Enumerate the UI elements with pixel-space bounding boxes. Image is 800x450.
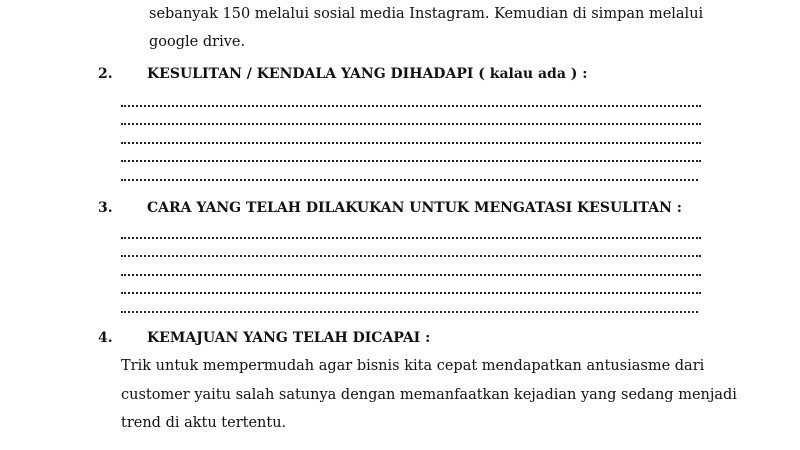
- section-3-number: 3.: [98, 200, 113, 216]
- dotted-line: [121, 253, 701, 257]
- dotted-line: [121, 177, 698, 181]
- intro-paragraph: [149, 0, 704, 56]
- dotted-line: [121, 103, 701, 107]
- dotted-line: [121, 158, 701, 162]
- dotted-line: [121, 140, 701, 144]
- dotted-line: [121, 272, 701, 276]
- section-2-title: KESULITAN / KENDALA YANG DIHADAPI ( kalau ada ) :: [147, 66, 588, 82]
- dotted-line: [121, 235, 701, 239]
- section-4-body-line-3: trend di aktu tertentu.: [121, 415, 287, 431]
- section-4-body: [121, 352, 737, 438]
- dotted-line: [121, 309, 698, 313]
- intro-line-2: google drive.: [149, 34, 246, 50]
- section-4-title: KEMAJUAN YANG TELAH DICAPAI :: [147, 330, 431, 346]
- section-4-body-line-2: customer yaitu salah satunya dengan memanfaatkan kejadian yang sedang menjadi: [121, 386, 737, 403]
- dotted-line: [121, 290, 701, 294]
- section-3-title: CARA YANG TELAH DILAKUKAN UNTUK MENGATASI KESULITAN :: [147, 200, 682, 216]
- section-4-heading: [98, 330, 718, 346]
- section-3-heading: [98, 200, 718, 216]
- section-2-heading: [98, 66, 718, 82]
- section-2-number: 2.: [98, 66, 113, 82]
- intro-line-1: sebanyak 150 melalui sosial media Instagram. Kemudian di simpan melalui: [149, 6, 704, 22]
- section-4-number: 4.: [98, 330, 113, 346]
- section-4-body-line-1: Trik untuk mempermudah agar bisnis kita cepat mendapatkan antusiasme dari: [121, 358, 705, 374]
- dotted-line: [121, 121, 701, 125]
